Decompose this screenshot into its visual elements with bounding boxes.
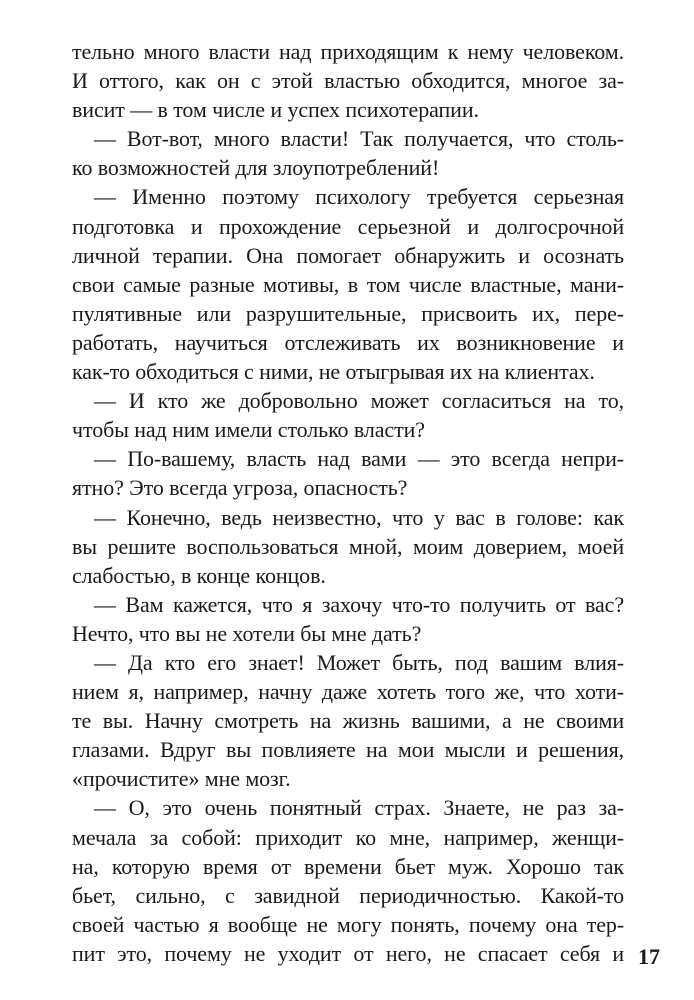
text-line: Нечто, что вы не хотели бы мне дать? bbox=[72, 620, 422, 646]
page-number: 17 bbox=[638, 944, 660, 969]
text-line: — Вам кажется, что я захочу что-то получить от вас? bbox=[94, 591, 624, 617]
text-line: нием я, например, начну даже хотеть того же, что хоти- bbox=[72, 679, 624, 705]
text-line: И оттого, как он с этой властью обходится, многое за- bbox=[72, 68, 624, 94]
text-line: слабостью, в конце концов. bbox=[72, 562, 326, 588]
text-line: мечала за собой: приходит ко мне, например, женщи- bbox=[72, 824, 624, 850]
text-line: на, которую время от времени бьет муж. Хорошо так bbox=[72, 853, 624, 879]
text-line: личной терапии. Она помогает обнаружить и осознать bbox=[72, 242, 624, 268]
text-line: — О, это очень понятный страх. Знаете, не раз за- bbox=[94, 795, 624, 821]
text-line: бьет, сильно, с завидной периодичностью. Какой-то bbox=[72, 882, 624, 908]
text-line: подготовка и прохождение серьезной и долгосрочной bbox=[72, 213, 624, 239]
text-line: — Конечно, ведь неизвестно, что у вас в голове: как bbox=[94, 504, 624, 530]
text-line: своей частью я вообще не могу понять, почему она тер- bbox=[72, 911, 624, 937]
text-line: работать, научиться отслеживать их возникновение и bbox=[72, 329, 624, 355]
text-line: — Именно поэтому психологу требуется серьезная bbox=[94, 184, 624, 210]
text-line: — По-вашему, власть над вами — это всегда непри- bbox=[94, 446, 624, 472]
text-line: свои самые разные мотивы, в том числе властные, мани- bbox=[72, 271, 624, 297]
text-line: — Вот-вот, много власти! Так получается, что столь- bbox=[94, 126, 624, 152]
text-line: пит это, почему не уходит от него, не спасает себя и bbox=[72, 940, 624, 966]
body-text bbox=[72, 37, 624, 968]
text-line: ятно? Это всегда угроза, опасность? bbox=[72, 475, 408, 501]
text-line: висит — в том числе и успех психотерапии. bbox=[72, 97, 479, 123]
text-line: вы решите воспользоваться мной, моим доверием, моей bbox=[72, 533, 624, 559]
text-line: пулятивные или разрушительные, присвоить их, пере- bbox=[72, 300, 624, 326]
text-line: — И кто же добровольно может согласиться на то, bbox=[94, 388, 624, 414]
text-line: глазами. Вдруг вы повлияете на мои мысли и решения, bbox=[72, 737, 624, 763]
text-line: те вы. Начну смотреть на жизнь вашими, а не своими bbox=[72, 708, 624, 734]
text-line: «прочистите» мне мозг. bbox=[72, 766, 291, 792]
text-line: — Да кто его знает! Может быть, под вашим влия- bbox=[94, 649, 624, 675]
text-line: тельно много власти над приходящим к нему человеком. bbox=[72, 39, 624, 64]
text-line: чтобы над ним имели столько власти? bbox=[72, 417, 425, 443]
text-line: как-то обходиться с ними, не отыгрывая их на клиентах. bbox=[72, 359, 595, 385]
text-line: ко возможностей для злоупотреблений! bbox=[72, 155, 440, 181]
